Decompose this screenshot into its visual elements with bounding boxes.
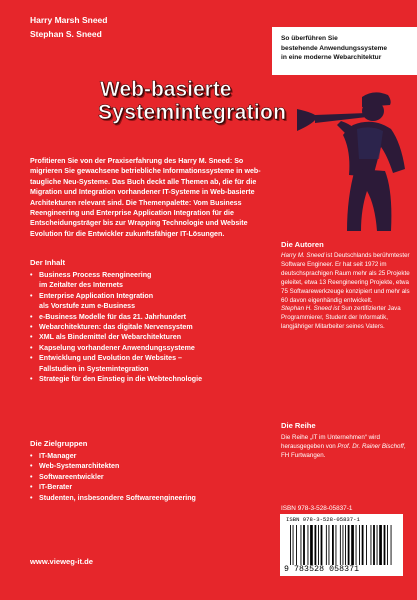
- list-item: • Business Process Reengineering im Zeitalter des Internets: [30, 270, 280, 291]
- inhalt-heading: Der Inhalt: [30, 258, 66, 267]
- tagline-line-1: So überführen Sie: [281, 35, 338, 42]
- list-item: • Strategie für den Einstieg in die Webtechnologie: [30, 374, 280, 384]
- title-line-2: Systemintegration: [98, 101, 287, 124]
- author-2: Stephan S. Sneed: [30, 29, 102, 39]
- list-item: • Studenten, insbesondere Softwareengineering: [30, 493, 196, 503]
- tagline-line-2: bestehende Anwendungssysteme: [281, 44, 388, 52]
- intro-text: Profitieren Sie von der Praxiserfahrung des Harry M. Sneed: So migrieren Sie gewachsene betriebliche Informationssysteme in web-taugliche Neu-Systeme. Das Buch deckt alle Themen ab, die für die Migration und Integration vorhandener IT-Systeme in Web-basierte Architekturen relevant sind. Die Themenpalette: Vom Business Reengineering und Enterprise Application Integration für die Entscheidungsträger bis zur Wrapping Technologie und Website Evolution für die Entwickler zukunftsfähiger IT-Lösungen.: [30, 157, 261, 238]
- author-1-bio: ist Deutschlands berühmtester Software Engineer. Er hat seit 1972 im deutschsprachigen Raum mehr als 25 Projekte geleitet, etwa 13 Reengineering Projekte, etwa 75 Softwarewerkzeuge konzipiert und mehr als 60 davon eigenhändig entwickelt.: [281, 252, 410, 304]
- list-item: • Entwicklung und Evolution der Websites – Fallstudien in Systemintegration: [30, 353, 280, 374]
- zielgruppen-heading: Die Zielgruppen: [30, 439, 88, 448]
- book-title: [100, 78, 286, 124]
- autoren-heading: Die Autoren: [281, 240, 324, 249]
- list-item: • e-Business Modelle für das 21. Jahrhundert: [30, 312, 280, 322]
- isbn-label: ISBN 978-3-528-05837-1: [281, 505, 353, 512]
- list-item: • Enterprise Application Integration als Vorstufe zum e-Business: [30, 291, 280, 312]
- author-2-name: Stephan H. Sneed ist: [281, 305, 340, 313]
- author-1: Harry Marsh Sneed: [30, 15, 108, 25]
- list-item: • Web-Systemarchitekten: [30, 461, 196, 471]
- publisher-url[interactable]: www.vieweg-it.de: [30, 557, 94, 566]
- inhalt-list: [30, 270, 280, 384]
- series-editor: Prof. Dr. Rainer Bischoff: [337, 442, 404, 450]
- list-item: • IT-Manager: [30, 451, 196, 461]
- title-line-1: Web-basierte: [100, 78, 232, 101]
- tagline-box: [272, 27, 417, 75]
- reihe-heading: Die Reihe: [281, 421, 316, 430]
- author-names: [30, 13, 107, 41]
- barcode-isbn: ISBN 978-3-528-05837-1: [286, 516, 360, 523]
- list-item: • Softwareentwickler: [30, 472, 196, 482]
- barcode-bars: [290, 525, 394, 565]
- barcode-digits: 9 783528 058371: [284, 565, 360, 574]
- zielgruppen-list: [30, 451, 196, 503]
- tagline-line-3: in eine moderne Webarchitektur: [281, 54, 382, 61]
- author-1-name: Harry M. Sneed: [281, 252, 325, 259]
- autoren-text: [281, 252, 411, 332]
- list-item: • XML als Bindemittel der Webarchitekturen: [30, 332, 280, 342]
- barcode: [280, 514, 403, 576]
- list-item: • IT-Berater: [30, 482, 196, 492]
- list-item: • Webarchitekturen: das digitale Nervensystem: [30, 322, 280, 332]
- list-item: • Kapselung vorhandener Anwendungssysteme: [30, 343, 280, 353]
- author-2-bio: Sun zertifizierter Java Programmierer, Student der Informatik, langjähriger Mitarbeiter seines Vaters.: [281, 305, 401, 331]
- reihe-text: Die Reihe „IT im Unternehmen“ wird herausgegeben von Prof. Dr. Rainer Bischoff, FH Furtwangen.: [281, 434, 406, 459]
